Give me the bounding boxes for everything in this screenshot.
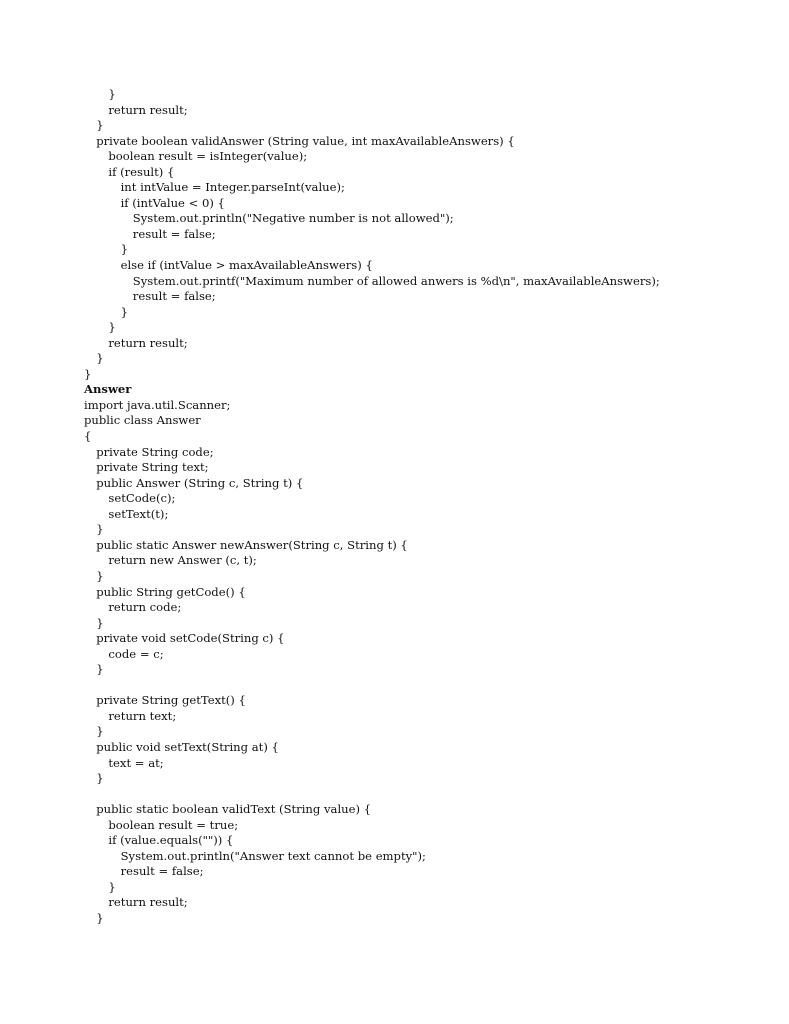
code-line (84, 678, 764, 694)
code-line: result = false; (132, 289, 216, 304)
code-listing (84, 87, 764, 927)
code-line: public String getCode() { (96, 584, 246, 599)
code-line: } (96, 662, 104, 677)
code-line: return result; (108, 895, 188, 910)
code-line: } (96, 522, 104, 537)
code-line: } (96, 910, 104, 925)
code-line: } (84, 366, 92, 381)
code-line: public static Answer newAnswer(String c, String t) { (96, 537, 408, 552)
code-line: return code; (108, 600, 182, 615)
code-line: { (84, 429, 92, 444)
code-line: result = false; (132, 226, 216, 241)
code-line: } (96, 724, 104, 739)
code-line: } (96, 351, 104, 366)
code-line: int intValue = Integer.parseInt(value); (120, 180, 345, 195)
code-line: boolean result = isInteger(value); (108, 149, 308, 164)
section-heading: Answer (84, 382, 132, 397)
code-line: } (120, 242, 128, 257)
code-line: boolean result = true; (108, 817, 239, 832)
code-line: } (96, 615, 104, 630)
code-line: public class Answer (84, 413, 201, 428)
code-line: else if (intValue > maxAvailableAnswers) { (120, 258, 373, 273)
code-line: import java.util.Scanner; (84, 397, 231, 412)
code-line: return result; (108, 102, 188, 117)
code-line: } (108, 879, 116, 894)
code-line: } (96, 771, 104, 786)
code-line: code = c; (108, 646, 164, 661)
code-line: private boolean validAnswer (String value, int maxAvailableAnswers) { (96, 133, 515, 148)
code-line: System.out.printf("Maximum number of allowed anwers is %d\n", maxAvailableAnswers); (132, 273, 660, 288)
code-line: private String text; (96, 460, 209, 475)
code-line: if (intValue < 0) { (120, 195, 225, 210)
code-line: } (120, 304, 128, 319)
code-line: return new Answer (c, t); (108, 553, 257, 568)
code-line: return result; (108, 335, 188, 350)
code-line: } (108, 320, 116, 335)
code-line: result = false; (120, 864, 204, 879)
code-line (84, 787, 764, 803)
code-line: private void setCode(String c) { (96, 631, 285, 646)
code-line: System.out.println("Negative number is not allowed"); (132, 211, 454, 226)
code-line: System.out.println("Answer text cannot be empty"); (120, 848, 426, 863)
code-line: public Answer (String c, String t) { (96, 475, 304, 490)
code-line: text = at; (108, 755, 164, 770)
code-line: public void setText(String at) { (96, 739, 279, 754)
code-line: } (108, 87, 116, 101)
code-line: setText(t); (108, 506, 169, 521)
code-line: } (96, 118, 104, 133)
code-line: public static boolean validText (String value) { (96, 802, 372, 817)
code-line: return text; (108, 708, 177, 723)
code-line: private String code; (96, 444, 214, 459)
code-line: } (96, 568, 104, 583)
code-line: if (result) { (108, 164, 175, 179)
code-line: setCode(c); (108, 491, 176, 506)
code-line: if (value.equals("")) { (108, 833, 234, 848)
code-line: private String getText() { (96, 693, 246, 708)
